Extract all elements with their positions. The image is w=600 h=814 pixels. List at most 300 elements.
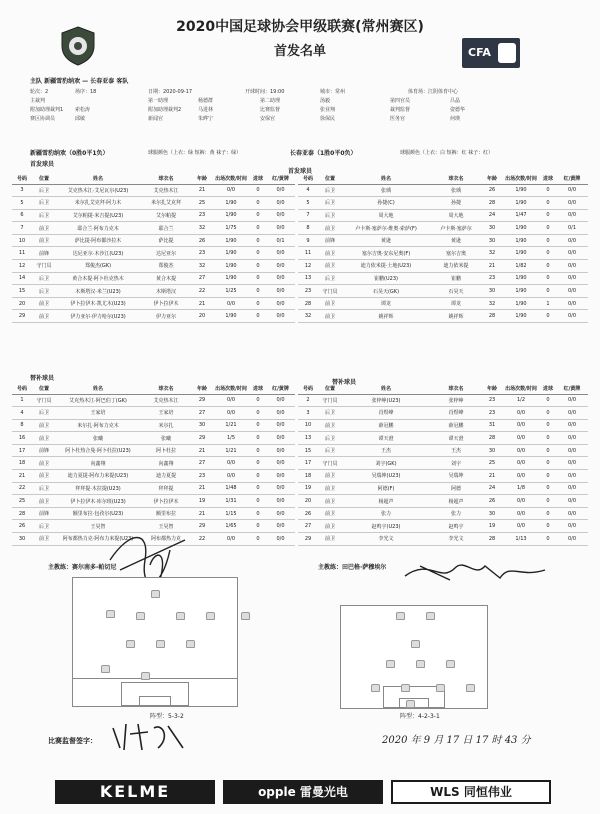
table-cell: 0: [250, 457, 266, 470]
official-name: 索松涛: [75, 107, 91, 113]
column-header: 年龄: [192, 384, 212, 394]
table-cell: 杨超声: [342, 495, 430, 508]
table-cell: 达尼亚尔·木沙江(U23): [56, 247, 140, 260]
table-cell: 27: [192, 407, 212, 420]
column-header: 姓名: [56, 174, 140, 184]
table-row: [12, 184, 295, 197]
official-role: 新闻官: [148, 116, 164, 122]
player-shirt-icon: [106, 610, 115, 618]
table-cell: 2: [298, 394, 318, 407]
table-cell: 阿卜杜拉: [140, 444, 192, 457]
table-cell: 0/0: [266, 272, 295, 285]
official-role: 第四官员: [390, 98, 411, 104]
table-cell: 李光文: [342, 533, 430, 546]
table-cell: 塞尔吉奥: [430, 247, 482, 260]
table-cell: 0: [540, 470, 556, 483]
table-cell: 谭龙: [430, 297, 482, 310]
table-cell: 0/0: [212, 297, 250, 310]
table-cell: 0: [250, 310, 266, 323]
table-cell: 0/0: [212, 470, 250, 483]
table-cell: 王杰: [342, 444, 430, 457]
table-cell: 郑俊杰: [140, 260, 192, 273]
table-cell: 23: [298, 285, 318, 298]
table-cell: 0/0: [266, 432, 295, 445]
table-cell: 23: [482, 272, 502, 285]
table-cell: 伊力亚尔·伊力哈尔(U23): [56, 310, 140, 323]
table-cell: 1/90: [212, 247, 250, 260]
table-cell: 艾克热木江·艾尼瓦尔(U23): [56, 184, 140, 197]
player-shirt-icon: [436, 684, 445, 692]
table-cell: 0/0: [502, 457, 540, 470]
table-cell: 前锋: [318, 234, 342, 247]
table-row: [298, 432, 588, 445]
table-cell: 0/0: [266, 222, 295, 235]
table-cell: 28: [12, 507, 32, 520]
table-cell: 0/0: [556, 407, 588, 420]
away-result: 长春亚泰（1胜0平0负）: [290, 150, 357, 157]
table-cell: 1/90: [212, 310, 250, 323]
table-row: [298, 444, 588, 457]
table-cell: 24: [482, 482, 502, 495]
table-cell: 0/0: [556, 444, 588, 457]
table-cell: 0: [540, 520, 556, 533]
table-cell: 0: [540, 495, 556, 508]
table-cell: 1/31: [212, 495, 250, 508]
table-cell: 4: [12, 407, 32, 420]
table-row: [298, 495, 588, 508]
table-cell: 0/0: [266, 407, 295, 420]
table-cell: 黄逊: [342, 234, 430, 247]
table-cell: 阿德: [430, 482, 482, 495]
column-header: 位置: [32, 384, 56, 394]
table-cell: 0: [250, 470, 266, 483]
table-cell: 0/0: [212, 184, 250, 197]
table-cell: 米尔扎艾克拜: [140, 197, 192, 210]
table-cell: 0/0: [556, 495, 588, 508]
table-cell: 28: [482, 197, 502, 210]
table-cell: 赵鸣宇: [430, 520, 482, 533]
official-name: 吕晶: [450, 98, 461, 104]
official-name: 张业翔: [320, 107, 336, 113]
column-header: 出场次数/时间: [212, 174, 250, 184]
away-starters-label: 首发球员: [288, 168, 313, 175]
table-cell: 1/47: [502, 209, 540, 222]
table-cell: 后卫: [318, 432, 342, 445]
table-cell: 米尔扎艾克拜·阿力木: [56, 197, 140, 210]
table-cell: 后卫: [318, 209, 342, 222]
table-cell: 前卫: [318, 419, 342, 432]
table-header: [298, 174, 588, 184]
table-cell: 1/65: [212, 520, 250, 533]
table-row: [298, 297, 588, 310]
table-cell: 前卫: [318, 507, 342, 520]
supervisor-signature: [108, 718, 188, 754]
table-cell: 刘宇: [430, 457, 482, 470]
table-cell: 石昊天: [430, 285, 482, 298]
table-cell: 1/21: [212, 419, 250, 432]
column-header: 号码: [12, 384, 32, 394]
game-no: 场序：18: [75, 89, 97, 95]
table-header: [298, 384, 588, 394]
table-cell: 艾克热木江: [140, 394, 192, 407]
table-cell: 0/0: [502, 495, 540, 508]
table-cell: 前卫: [32, 310, 56, 323]
table-cell: 0/0: [266, 444, 295, 457]
table-cell: 谭天澄: [430, 432, 482, 445]
table-cell: 1: [12, 394, 32, 407]
table-cell: 0/0: [556, 260, 588, 273]
table-cell: 后卫: [32, 209, 56, 222]
table-cell: 0/0: [556, 285, 588, 298]
table-cell: 0: [540, 222, 556, 235]
table-cell: 萨比提·阿布都沙拉木: [56, 234, 140, 247]
column-header: 球衣名: [430, 384, 482, 394]
official-role: 第一助理: [148, 98, 169, 104]
table-cell: 1/90: [502, 234, 540, 247]
table-row: [298, 184, 588, 197]
table-cell: 0: [250, 482, 266, 495]
table-cell: 前锋: [32, 247, 56, 260]
handwritten-date: 2020 年 9 月 17 日 17 时 43 分: [382, 735, 531, 746]
sponsor-kelme: KELME: [55, 780, 215, 804]
player-shirt-icon: [206, 612, 215, 620]
table-cell: 11: [12, 247, 32, 260]
table-cell: 艾克热木江: [140, 184, 192, 197]
stadium: 体育场：江阴体育中心: [408, 89, 459, 95]
page-title: 2020中国足球协会甲级联赛(常州赛区): [176, 19, 424, 35]
table-cell: 8: [12, 419, 32, 432]
table-cell: 卢卡斯·塞萨尔·维奥·索萨(F): [342, 222, 430, 235]
table-cell: 0: [540, 419, 556, 432]
official-role: 裁判监督: [390, 107, 411, 113]
table-cell: 26: [12, 520, 32, 533]
table-cell: 5: [298, 197, 318, 210]
player-shirt-icon: [141, 672, 150, 680]
table-row: [298, 407, 588, 420]
column-header: 球衣名: [140, 384, 192, 394]
table-row: [298, 260, 588, 273]
table-cell: 吴瑞坤: [430, 470, 482, 483]
sponsor-opple: opple 雷曼光电: [223, 780, 383, 804]
table-cell: 0/0: [502, 444, 540, 457]
table-row: [298, 285, 588, 298]
player-shirt-icon: [151, 590, 160, 598]
table-cell: 0: [540, 247, 556, 260]
table-cell: 0/0: [502, 419, 540, 432]
home-coach-label: 主教练：: [48, 564, 73, 571]
table-cell: 0: [250, 222, 266, 235]
table-cell: 前卫: [32, 470, 56, 483]
table-row: [298, 533, 588, 546]
table-cell: 伊力亚尔: [140, 310, 192, 323]
table-cell: 0/0: [266, 209, 295, 222]
table-cell: 伊卜拉伊木: [140, 495, 192, 508]
column-header: 年龄: [482, 384, 502, 394]
table-cell: 30: [482, 444, 502, 457]
column-header: 出场次数/时间: [212, 384, 250, 394]
table-cell: 32: [192, 222, 212, 235]
player-shirt-icon: [411, 640, 420, 648]
table-cell: 4: [298, 184, 318, 197]
cfa-logo: [462, 38, 520, 68]
table-cell: 1/13: [502, 533, 540, 546]
table-cell: 1/90: [502, 272, 540, 285]
table-row: [298, 470, 588, 483]
officials-row: [30, 106, 575, 115]
column-header: 年龄: [482, 174, 502, 184]
table-cell: 0: [250, 507, 266, 520]
column-header: 位置: [318, 174, 342, 184]
table-cell: 0/0: [266, 260, 295, 273]
table-cell: 后卫: [318, 272, 342, 285]
home-subs-label: 替补球员: [30, 375, 55, 382]
table-cell: 0/0: [266, 247, 295, 260]
official-role: 比赛监督: [260, 107, 281, 113]
table-cell: 张曦: [140, 432, 192, 445]
table-cell: 萨比提: [140, 234, 192, 247]
official-name: 杨德群: [198, 98, 214, 104]
table-cell: 王家培: [56, 407, 140, 420]
cfa-logo-text: CFA: [468, 46, 491, 59]
officials-row: [30, 97, 575, 106]
table-cell: 1/75: [212, 222, 250, 235]
table-row: [12, 394, 295, 407]
table-cell: 谭龙: [342, 297, 430, 310]
table-cell: 7: [298, 209, 318, 222]
table-cell: 艾尔帕提: [140, 209, 192, 222]
home-result: 新疆雪豹纳欢（0胜0平1负）: [30, 150, 109, 157]
table-cell: 前卫: [318, 482, 342, 495]
table-cell: 塞尔吉奥·安东尼奥(F): [342, 247, 430, 260]
column-header: 姓名: [342, 384, 430, 394]
column-header: 出场次数/时间: [502, 174, 540, 184]
table-cell: 迪力夏提: [140, 470, 192, 483]
table-cell: 0/0: [266, 285, 295, 298]
table-row: [12, 234, 295, 247]
table-cell: 1/90: [502, 285, 540, 298]
table-cell: 0: [540, 209, 556, 222]
table-cell: 27: [192, 457, 212, 470]
table-row: [298, 310, 588, 323]
table-row: [12, 209, 295, 222]
table-row: [298, 197, 588, 210]
table-row: [12, 407, 295, 420]
table-cell: 0: [250, 394, 266, 407]
table-cell: 后卫: [318, 197, 342, 210]
table-cell: 12: [298, 260, 318, 273]
table-cell: 22: [192, 533, 212, 546]
table-cell: 0/0: [556, 482, 588, 495]
table-cell: 0: [540, 184, 556, 197]
table-cell: 张瑀: [430, 184, 482, 197]
table-cell: 0/0: [266, 197, 295, 210]
table-cell: 前卫: [32, 432, 56, 445]
table-cell: 0: [540, 394, 556, 407]
table-cell: 张力: [430, 507, 482, 520]
table-cell: 12: [12, 260, 32, 273]
table-cell: 0: [250, 432, 266, 445]
table-cell: 32: [482, 297, 502, 310]
table-cell: 0/0: [556, 234, 588, 247]
away-coach: [318, 562, 386, 571]
table-cell: 0: [540, 234, 556, 247]
player-shirt-icon: [126, 640, 135, 648]
table-cell: 21: [192, 482, 212, 495]
table-cell: 24: [482, 209, 502, 222]
table-cell: 拜拜提: [140, 482, 192, 495]
table-cell: 0/0: [556, 432, 588, 445]
table-cell: 前卫: [32, 495, 56, 508]
table-cell: 0/0: [556, 457, 588, 470]
table-cell: 前卫: [32, 222, 56, 235]
table-row: [12, 285, 295, 298]
table-cell: 0: [540, 507, 556, 520]
player-shirt-icon: [466, 684, 475, 692]
table-row: [298, 507, 588, 520]
table-cell: 张曦: [56, 432, 140, 445]
away-formation: 阵型：4-2-3-1: [400, 713, 440, 720]
table-cell: 17: [12, 444, 32, 457]
table-cell: 崔鹏: [430, 272, 482, 285]
table-cell: 0: [250, 272, 266, 285]
table-cell: 1/8: [502, 482, 540, 495]
table-row: [298, 520, 588, 533]
table-cell: 后卫: [32, 407, 56, 420]
away-kit: 球服颜色（上衣：白 短裤：红 袜子：红）: [400, 150, 494, 156]
table-cell: 26: [482, 184, 502, 197]
table-cell: 18: [298, 470, 318, 483]
table-cell: 21: [192, 297, 212, 310]
table-cell: 前卫: [318, 495, 342, 508]
table-cell: 28: [482, 533, 502, 546]
table-cell: 11: [298, 247, 318, 260]
table-row: [298, 209, 588, 222]
table-cell: 22: [192, 285, 212, 298]
player-shirt-icon: [371, 684, 380, 692]
table-cell: 0: [250, 209, 266, 222]
table-cell: 32: [192, 260, 212, 273]
table-cell: 后卫: [32, 482, 56, 495]
table-cell: 0/0: [266, 184, 295, 197]
table-cell: 28: [482, 310, 502, 323]
player-shirt-icon: [396, 612, 405, 620]
table-cell: 28: [482, 432, 502, 445]
table-row: [298, 419, 588, 432]
table-cell: 1/90: [502, 297, 540, 310]
player-shirt-icon: [446, 660, 455, 668]
match-teams: 主队 新疆雪豹纳欢 — 长春亚泰 客队: [30, 78, 129, 85]
table-cell: 0/0: [266, 310, 295, 323]
table-row: [298, 234, 588, 247]
table-cell: 守门员: [318, 394, 342, 407]
city: 城市：常州: [320, 89, 346, 95]
column-header: 姓名: [342, 174, 430, 184]
table-cell: 伊卜拉伊木·库尔班(U23): [56, 495, 140, 508]
table-cell: 19: [482, 520, 502, 533]
table-cell: 守门员: [318, 457, 342, 470]
table-cell: 黄合木提·阿卜杜克热木: [56, 272, 140, 285]
official-name: 汤毅: [320, 98, 331, 104]
table-cell: 迪力依米提: [430, 260, 482, 273]
table-row: [12, 482, 295, 495]
table-row: [12, 222, 295, 235]
column-header: 姓名: [56, 384, 140, 394]
table-cell: 前卫: [318, 470, 342, 483]
table-cell: 0/0: [212, 457, 250, 470]
table-cell: 前卫: [318, 260, 342, 273]
table-cell: 21: [482, 260, 502, 273]
official-role: 赛区协调员: [30, 116, 56, 122]
table-cell: 王杰: [430, 444, 482, 457]
table-cell: 前锋: [32, 507, 56, 520]
table-cell: 0/1: [266, 234, 295, 247]
table-cell: 19: [298, 482, 318, 495]
table-cell: 1/90: [212, 260, 250, 273]
table-cell: 0: [540, 444, 556, 457]
table-cell: 0/0: [556, 394, 588, 407]
table-cell: 0/0: [266, 470, 295, 483]
table-cell: 1/15: [212, 507, 250, 520]
player-shirt-icon: [406, 700, 415, 708]
table-cell: 周大地: [342, 209, 430, 222]
table-row: [298, 482, 588, 495]
table-cell: 0/1: [556, 222, 588, 235]
official-name: 徐保民: [320, 116, 336, 122]
table-cell: 25: [12, 495, 32, 508]
table-cell: 黄逊: [430, 234, 482, 247]
table-cell: 0/0: [502, 507, 540, 520]
table-cell: 0: [540, 457, 556, 470]
table-cell: 25: [482, 457, 502, 470]
table-cell: 3: [12, 184, 32, 197]
table-cell: 0/0: [502, 520, 540, 533]
table-row: [12, 310, 295, 323]
table-cell: 0: [540, 482, 556, 495]
table-cell: 0/0: [266, 507, 295, 520]
table-cell: 19: [192, 495, 212, 508]
column-header: 红/黄牌: [556, 174, 588, 184]
table-cell: 伊卜拉伊木·凯尤木(U23): [56, 297, 140, 310]
table-cell: 黄合木提: [140, 272, 192, 285]
table-cell: 1/90: [212, 272, 250, 285]
kickoff: 开球时间：19:00: [245, 89, 285, 95]
table-cell: 1/90: [212, 234, 250, 247]
table-cell: 王昊智: [56, 520, 140, 533]
table-header: [12, 384, 295, 394]
table-row: [12, 432, 295, 445]
table-cell: 薛冠鹏: [342, 419, 430, 432]
table-cell: 阿卜杜热合曼·阿卜杜拉(U23): [56, 444, 140, 457]
table-cell: 20: [192, 310, 212, 323]
table-cell: 0/0: [212, 394, 250, 407]
table-cell: 守门员: [32, 260, 56, 273]
table-cell: 郑俊杰(GK): [56, 260, 140, 273]
table-cell: 孙捷: [430, 197, 482, 210]
column-header: 进球: [250, 174, 266, 184]
table-row: [298, 394, 588, 407]
table-cell: 23: [192, 247, 212, 260]
match-date: 日期：2020-09-17: [148, 89, 193, 95]
home-coach-name: 赛尔南多-帕切尼: [72, 564, 117, 571]
table-cell: 石昊天(GK): [342, 285, 430, 298]
table-cell: 额里布拉: [140, 507, 192, 520]
table-cell: 米尔扎: [140, 419, 192, 432]
player-shirt-icon: [241, 612, 250, 620]
supervisor-signature-label: 比赛监督签字：: [48, 737, 97, 745]
table-cell: 9: [298, 234, 318, 247]
table-cell: 23: [482, 407, 502, 420]
official-role: 第二助理: [260, 98, 281, 104]
